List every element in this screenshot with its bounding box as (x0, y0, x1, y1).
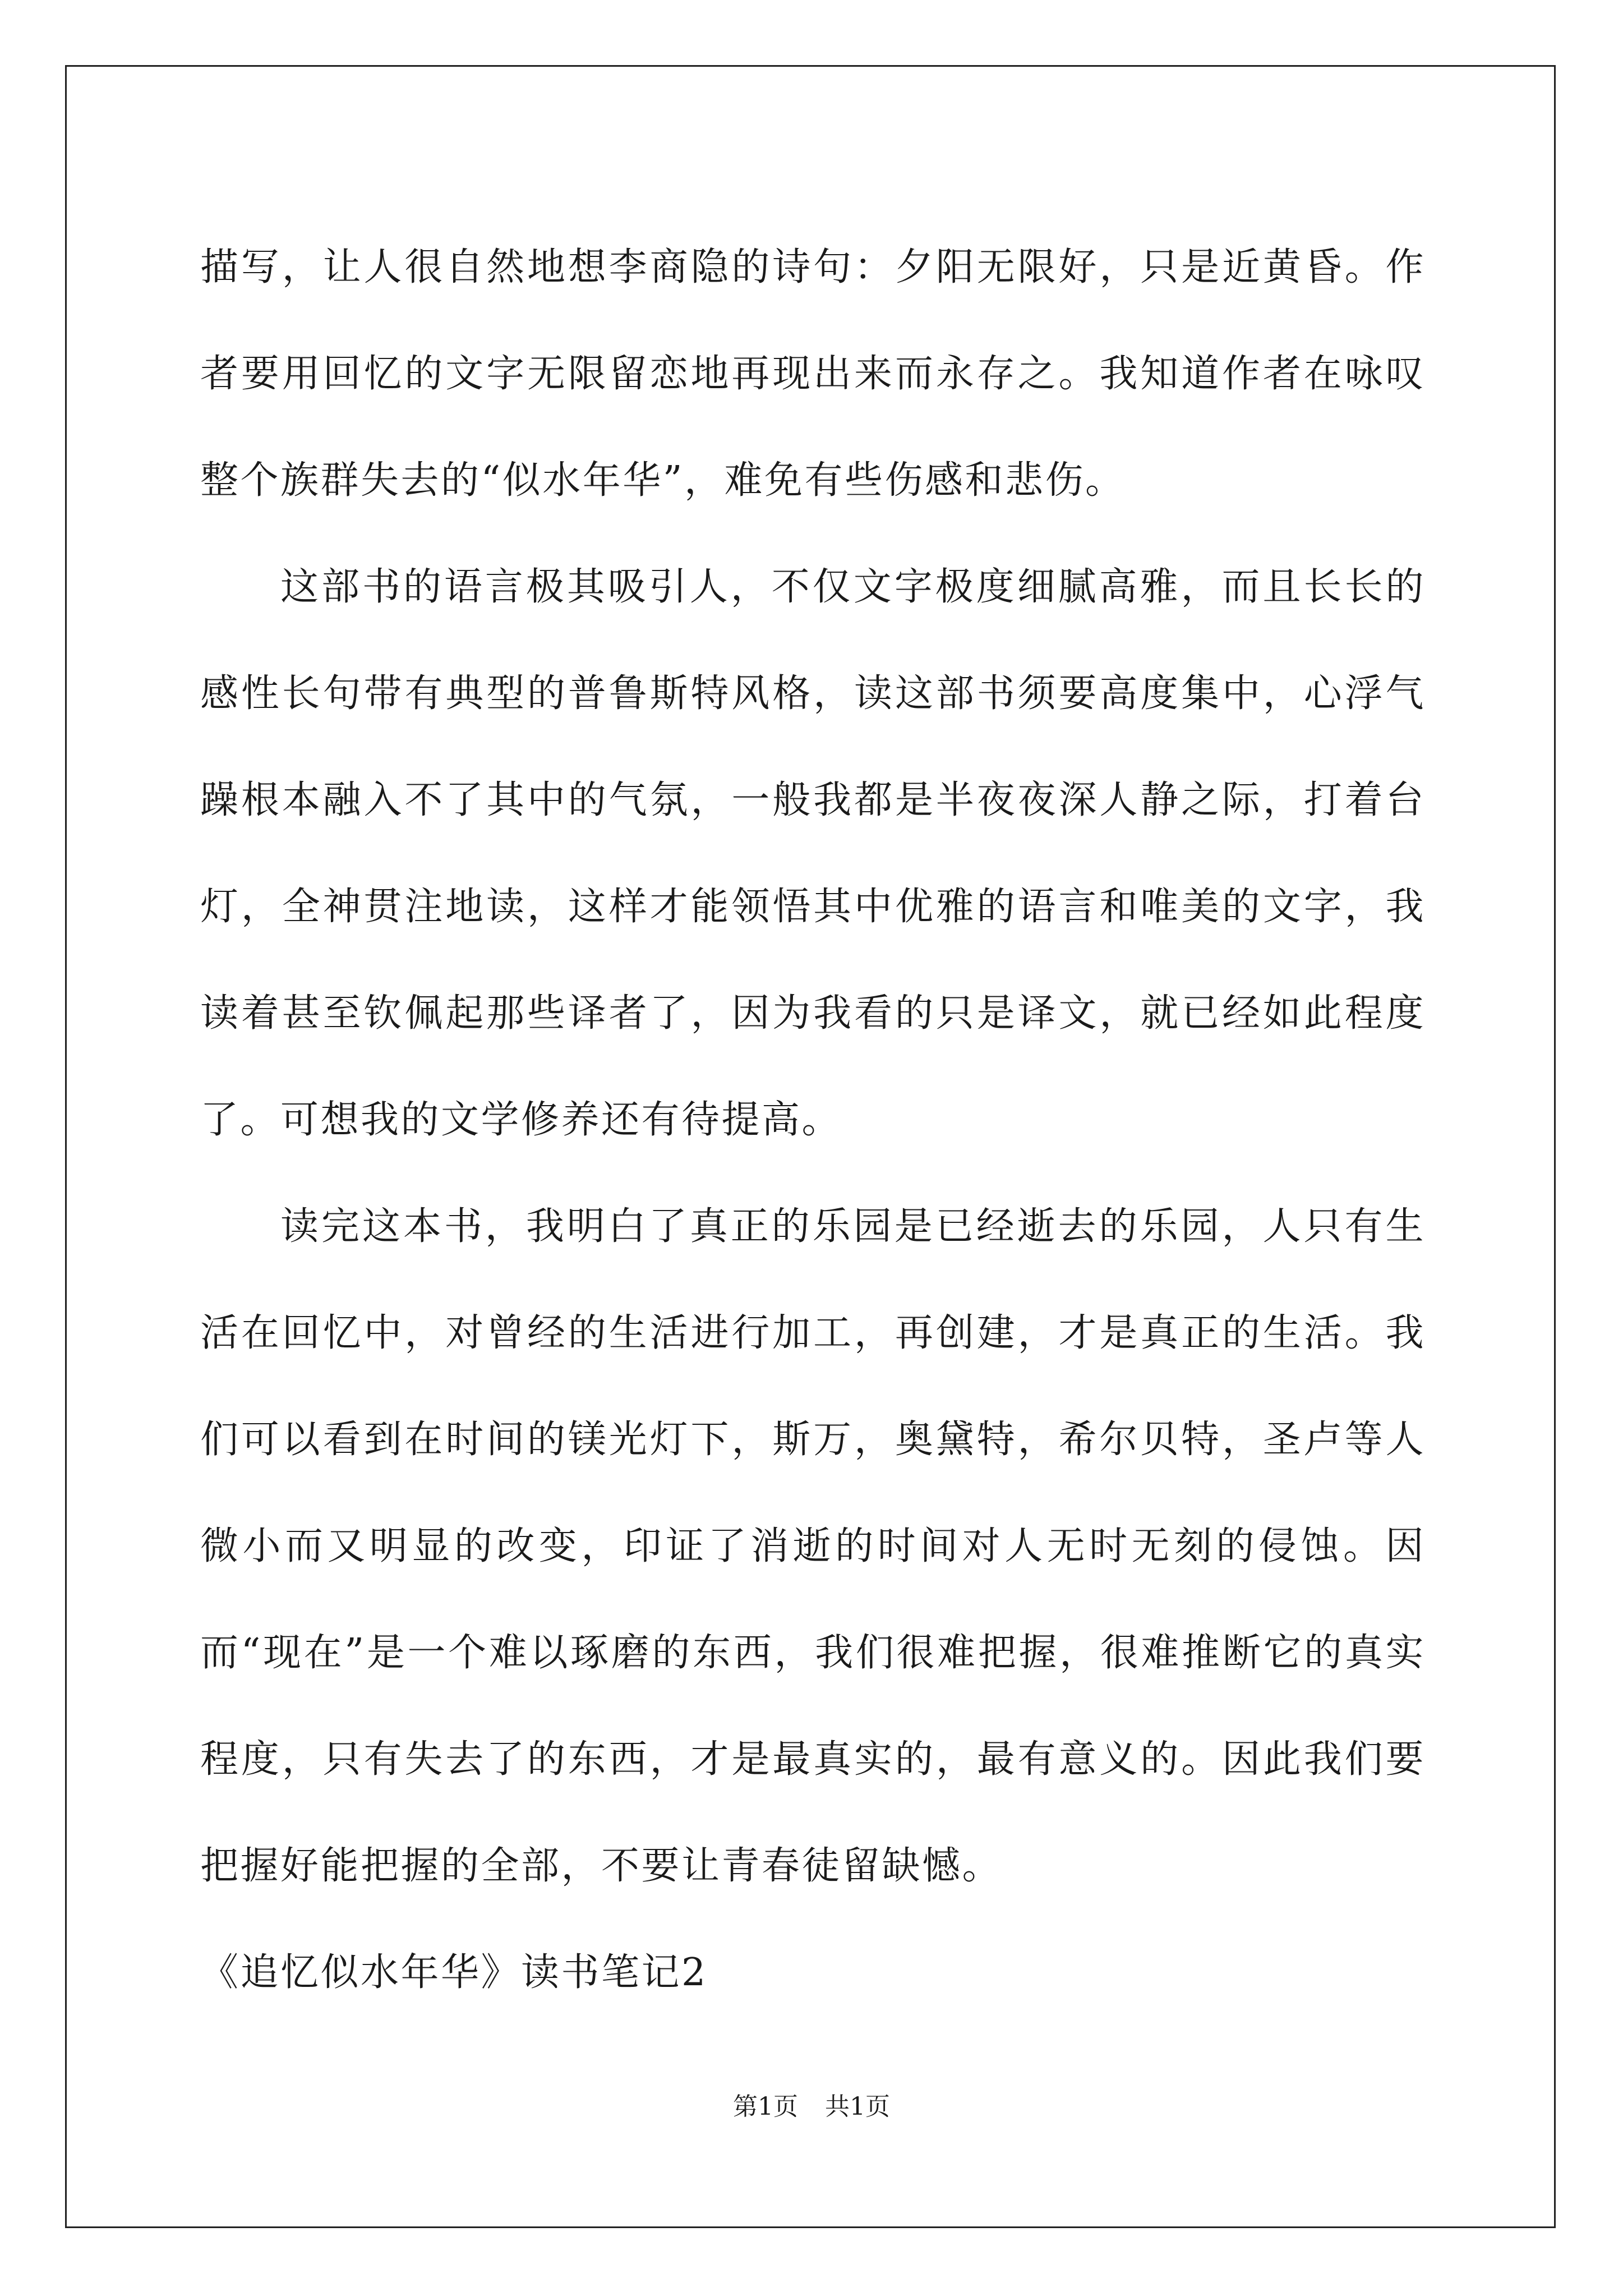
section-title: 《追忆似水年华》读书笔记2 (200, 1950, 708, 1995)
paragraph-language: 这部书的语言极其吸引人，不仅文字极度细腻高雅，而且长长的感性长句带有典型的普鲁斯特风格，读这部书须要高度集中，心浮气躁根本融入不了其中的气氛，一般我都是半夜夜深人静之际，打着台灯，全神贯注地读，这样才能领悟其中优雅的语言和唯美的文字，我读着甚至钦佩起那些译者了，因为我看的只是译文，就已经如此程度了。可想我的文学修养还有待提高。 (200, 565, 1426, 1142)
page-total: 共1页 (825, 2092, 890, 2121)
document-body (200, 214, 1426, 2026)
page-footer (0, 2090, 1623, 2124)
paragraph-continuation: 描写，让人很自然地想李商隐的诗句：夕阳无限好，只是近黄昏。作者要用回忆的文字无限留恋地再现出来而永存之。我知道作者在咏叹整个族群失去的“似水年华”，难免有些伤感和悲伤。 (200, 245, 1426, 503)
page-number: 第1页 (733, 2092, 798, 2121)
paragraph-conclusion: 读完这本书，我明白了真正的乐园是已经逝去的乐园，人只有生活在回忆中，对曾经的生活进行加工，再创建，才是真正的生活。我们可以看到在时间的镁光灯下，斯万，奥黛特，希尔贝特，圣卢等人微小而又明显的改变，印证了消逝的时间对人无时无刻的侵蚀。因而“现在”是一个难以琢磨的东西，我们很难把握，很难推断它的真实程度，只有失去了的东西，才是最真实的，最有意义的。因此我们要把握好能把握的全部，不要让青春徒留缺憾。 (200, 1204, 1426, 1888)
